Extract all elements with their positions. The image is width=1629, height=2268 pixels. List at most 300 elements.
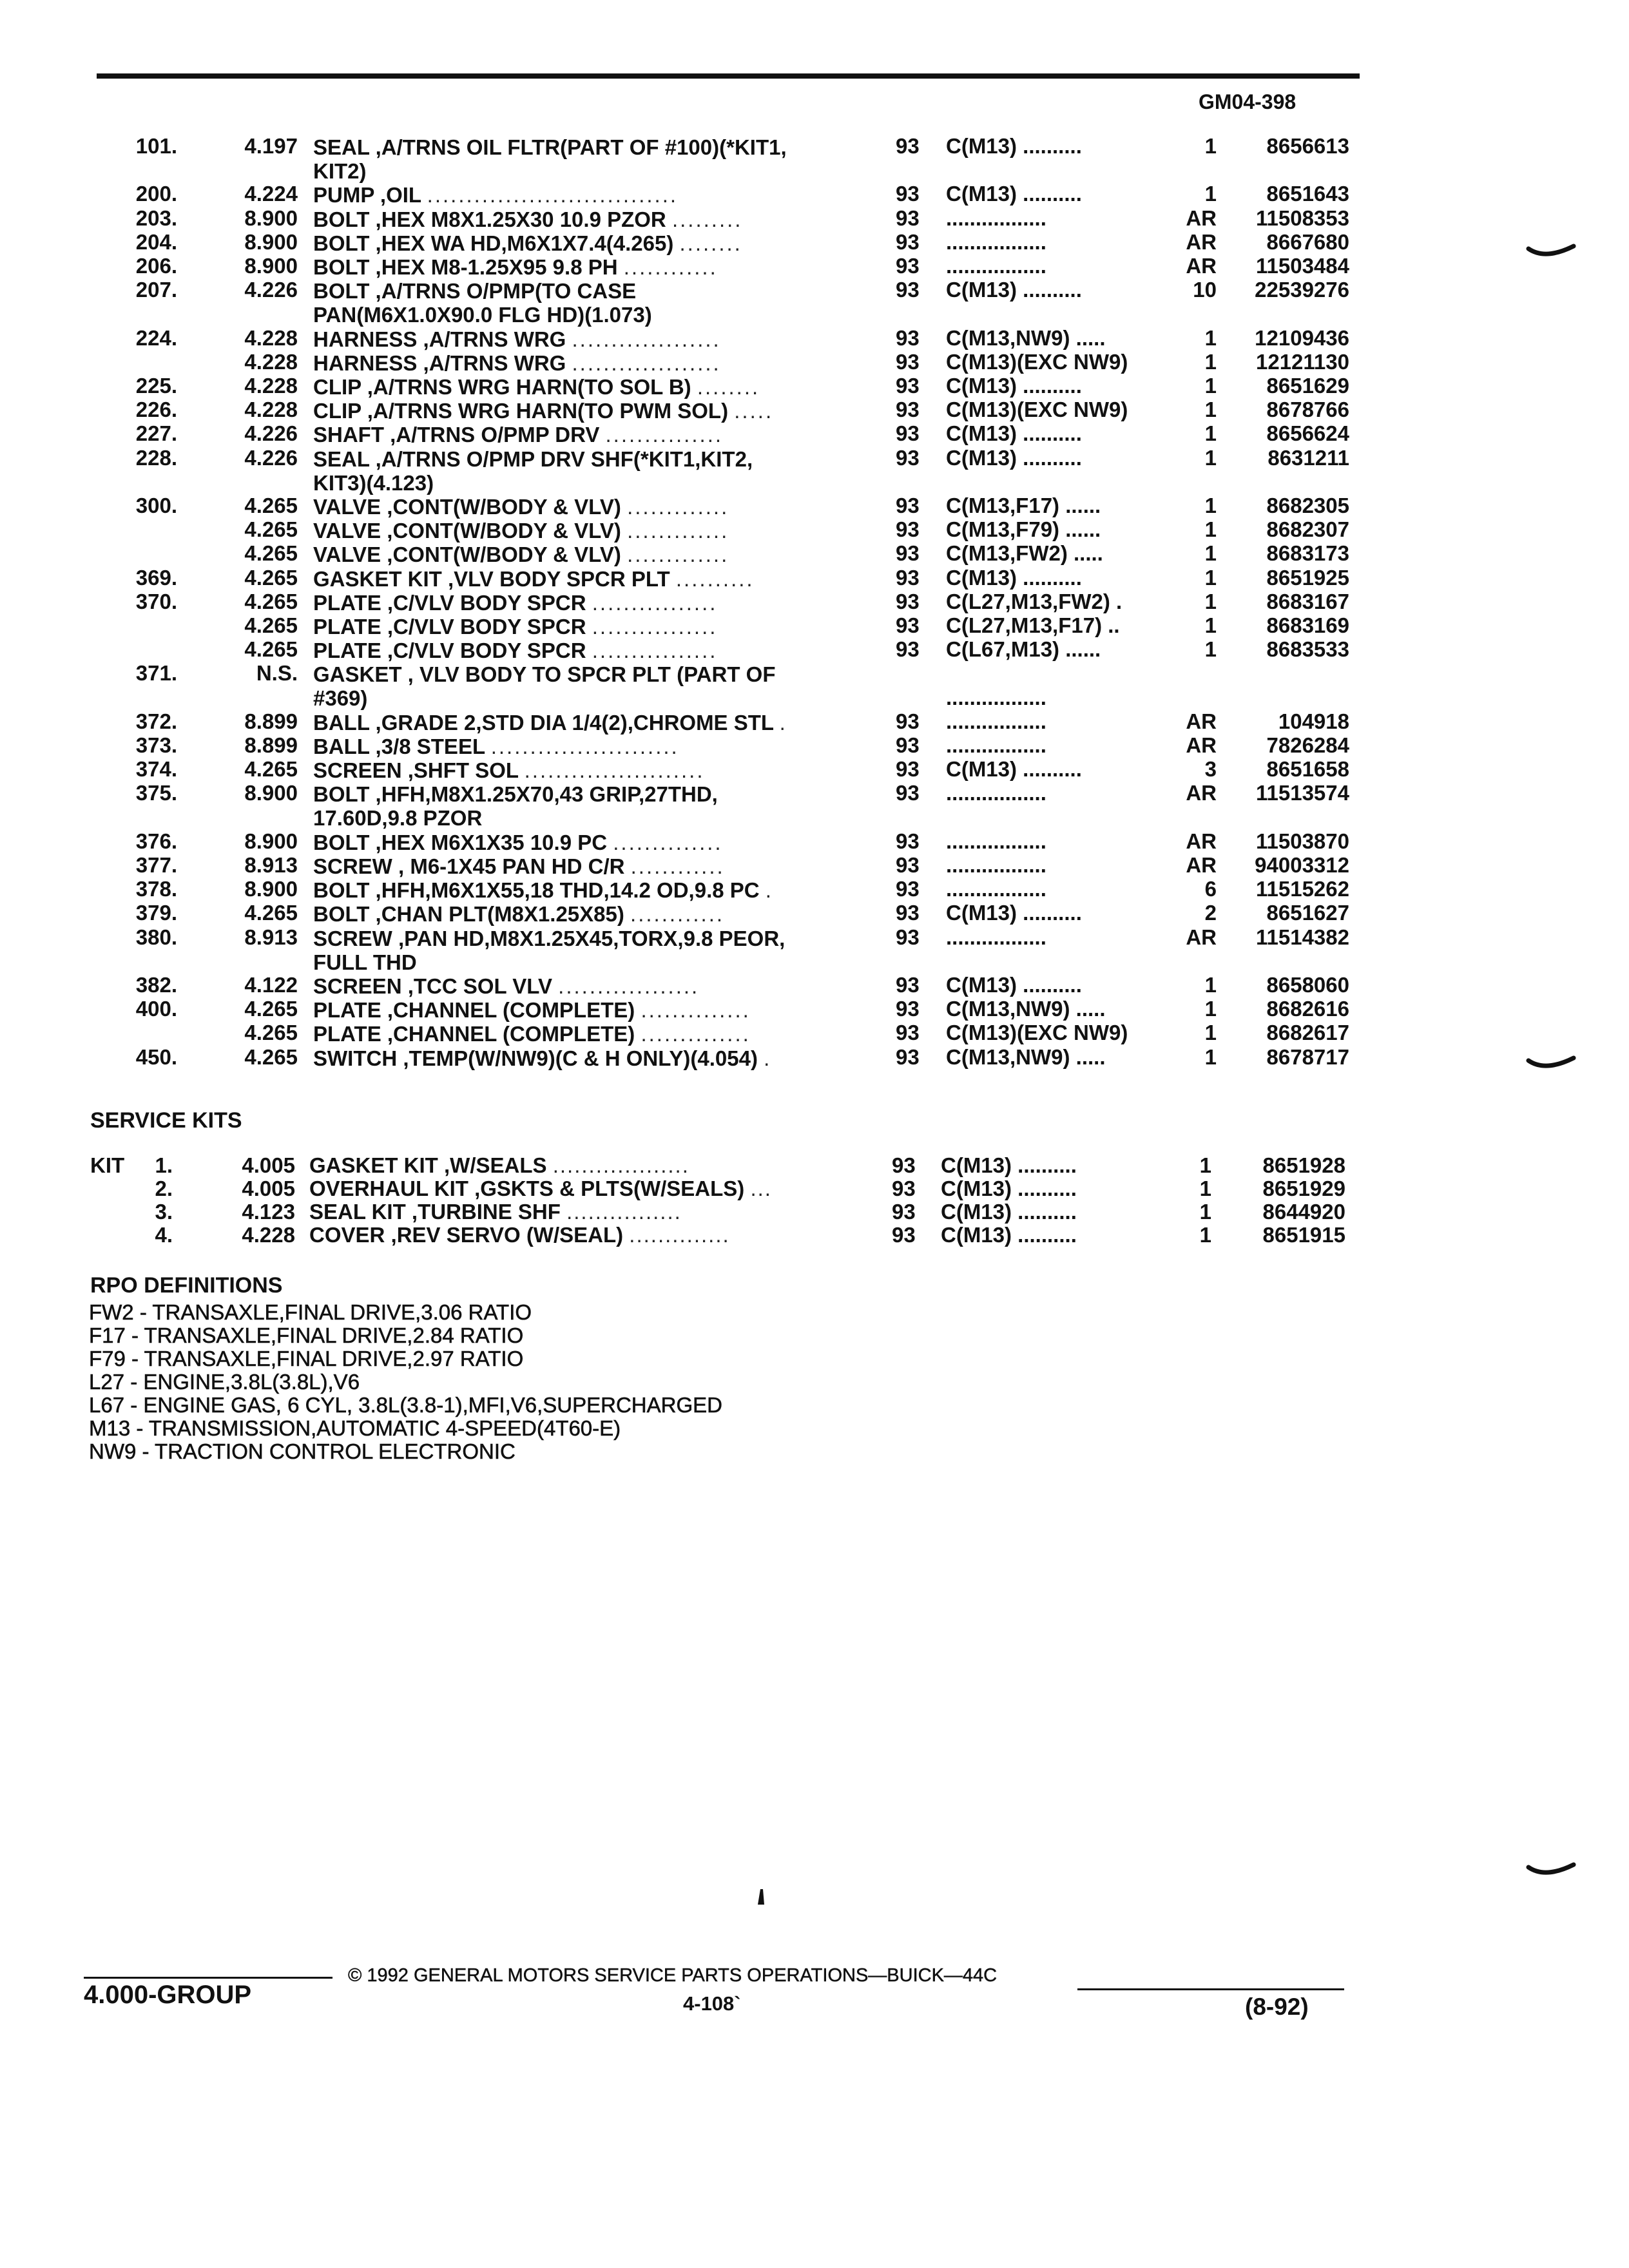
part-description-text: BOLT ,HEX M6X1X35 10.9 PC: [313, 830, 608, 854]
model-year: 93: [896, 925, 920, 949]
quantity: 3: [1204, 757, 1217, 782]
dot-leader: ..........: [675, 566, 755, 591]
parts-row: [0, 231, 1629, 255]
rpo-definition: F79 - TRANSAXLE,FINAL DRIVE,2.97 RATIO: [89, 1347, 524, 1370]
quantity: 6: [1204, 877, 1217, 901]
quantity: AR: [1186, 709, 1217, 733]
service-kit-row: [0, 1224, 1629, 1247]
part-description-text: GASKET KIT ,VLV BODY SPCR PLT: [313, 566, 670, 591]
group-number: 8.900: [244, 254, 298, 278]
model-year: 93: [896, 349, 920, 374]
part-description-text: SCREEN ,TCC SOL VLV: [313, 974, 552, 998]
footer-rule-right: [1077, 1988, 1344, 1990]
model-year: 93: [896, 709, 920, 733]
ref-number: 379.: [135, 901, 177, 925]
rpo-definition: L67 - ENGINE GAS, 6 CYL, 3.8L(3.8-1),MFI,V6,SUPERCHARGED: [89, 1393, 722, 1417]
group-number: 4.265: [244, 901, 298, 925]
service-kit-row: [0, 1155, 1629, 1178]
quantity: 1: [1204, 565, 1217, 590]
model-usage: C(M13,FW2) .....: [946, 541, 1103, 566]
part-description-text: BALL ,3/8 STEEL: [313, 735, 485, 758]
parts-row: [0, 735, 1629, 758]
dot-leader: ...................: [552, 1153, 689, 1177]
dot-leader: ............: [630, 902, 725, 927]
rpo-definition: M13 - TRANSMISSION,AUTOMATIC 4-SPEED(4T60-E): [89, 1416, 621, 1440]
kit-description-text: COVER ,REV SERVO (W/SEAL): [309, 1223, 624, 1247]
footer-rule-left: [84, 1977, 333, 1979]
group-number: 4.265: [244, 637, 298, 662]
parts-row: [0, 615, 1629, 639]
group-number: 4.265: [244, 613, 298, 637]
model-year: 93: [896, 757, 920, 782]
part-number: 7826284: [1266, 733, 1349, 757]
part-description-text: SHAFT ,A/TRNS O/PMP DRV: [313, 423, 600, 447]
parts-row: [0, 639, 1629, 662]
group-number: 4.005: [242, 1177, 295, 1200]
model-usage: C(L67,M13) ......: [946, 637, 1101, 662]
model-year: 93: [896, 637, 920, 662]
dot-leader: .: [779, 710, 787, 735]
quantity: 1: [1204, 494, 1217, 517]
quantity: 1: [1204, 374, 1217, 398]
margin-mark: [1526, 242, 1577, 268]
part-number: 8678717: [1266, 1044, 1349, 1069]
part-number: 8678766: [1266, 398, 1349, 422]
part-description: [313, 351, 842, 375]
part-description-text: BOLT ,CHAN PLT(M8X1.25X85): [313, 902, 624, 927]
part-description-text: PLATE ,CHANNEL (COMPLETE): [313, 1022, 635, 1046]
group-number: 4.265: [244, 997, 298, 1021]
quantity: 1: [1199, 1223, 1211, 1247]
ref-number: 372.: [135, 709, 177, 733]
group-number: 8.900: [244, 781, 298, 805]
part-description: SEAL ,A/TRNS O/PMP DRV SHF(*KIT1,KIT2, KIT3)(4.123): [313, 447, 753, 495]
group-number: 4.228: [244, 398, 298, 422]
part-number: 8683533: [1266, 637, 1349, 662]
dot-leader: ........................: [490, 735, 679, 758]
ref-number: 300.: [135, 494, 177, 517]
dot-leader: .......................: [524, 758, 705, 783]
part-description: [313, 758, 842, 782]
ref-number: 224.: [135, 325, 177, 350]
part-number: 8682616: [1266, 997, 1349, 1021]
quantity: 1: [1204, 445, 1217, 470]
part-number: 12109436: [1255, 325, 1349, 350]
model-year: 93: [896, 853, 920, 877]
model-usage: .................: [946, 685, 1046, 709]
part-number: 8651925: [1266, 565, 1349, 590]
group-number: 8.900: [244, 877, 298, 901]
model-usage: C(M13,F17) ......: [946, 494, 1101, 517]
part-description-text: SWITCH ,TEMP(W/NW9)(C & H ONLY)(4.054): [313, 1046, 758, 1070]
rpo-definition: F17 - TRANSAXLE,FINAL DRIVE,2.84 RATIO: [89, 1323, 524, 1347]
page-date: (8-92): [1245, 1994, 1309, 2020]
part-description-text: VALVE ,CONT(W/BODY & VLV): [313, 519, 621, 543]
parts-row: [0, 567, 1629, 591]
part-number: 8656624: [1266, 421, 1349, 446]
model-year: 93: [896, 781, 920, 805]
dot-leader: ................: [566, 1200, 682, 1224]
part-number: 11514382: [1255, 925, 1349, 949]
model-usage: .................: [946, 853, 1046, 877]
parts-row: [0, 854, 1629, 878]
ref-number: 378.: [135, 877, 177, 901]
model-usage: C(M13) ..........: [946, 421, 1082, 446]
quantity: 2: [1204, 901, 1217, 925]
quantity: AR: [1186, 733, 1217, 757]
model-usage: C(M13,NW9) .....: [946, 325, 1106, 350]
group-number: 4.265: [244, 517, 298, 542]
ref-number: 228.: [135, 445, 177, 470]
model-year: 93: [896, 901, 920, 925]
ref-number: 225.: [135, 374, 177, 398]
ref-number: 380.: [135, 925, 177, 949]
dot-leader: .: [764, 1046, 772, 1070]
quantity: 1: [1204, 134, 1217, 158]
ref-number: 227.: [135, 421, 177, 446]
quantity: AR: [1186, 254, 1217, 278]
part-description-text: BOLT ,HEX WA HD,M6X1X7.4(4.265): [313, 231, 674, 255]
document-id: GM04-398: [1199, 90, 1296, 113]
group-number: 8.913: [244, 853, 298, 877]
part-description: BOLT ,A/TRNS O/PMP(TO CASE PAN(M6X1.0X90.0 FLG HD)(1.073): [313, 279, 652, 327]
group-number: 4.226: [244, 421, 298, 446]
parts-row: [0, 255, 1629, 279]
parts-row: [0, 447, 1629, 495]
group-number: 4.122: [244, 973, 298, 997]
model-usage: C(M13,NW9) .....: [946, 997, 1106, 1021]
model-usage: C(M13,NW9) .....: [946, 1044, 1106, 1069]
part-description: [313, 902, 842, 926]
part-number: 8656613: [1266, 134, 1349, 158]
kit-number: 2.: [155, 1177, 173, 1200]
dot-leader: ..............: [641, 1022, 751, 1046]
dot-leader: ............: [623, 255, 718, 279]
quantity: 1: [1199, 1177, 1211, 1200]
model-usage: .................: [946, 781, 1046, 805]
parts-row: [0, 782, 1629, 830]
quantity: 1: [1204, 398, 1217, 422]
kit-number: 1.: [155, 1153, 173, 1177]
part-description: [313, 231, 842, 255]
group-number: 4.228: [244, 374, 298, 398]
quantity: 1: [1204, 421, 1217, 446]
part-number: 8631211: [1268, 445, 1349, 470]
part-description: [313, 327, 842, 351]
part-description: [313, 495, 842, 519]
model-year: 93: [896, 421, 920, 446]
part-description-text: PLATE ,C/VLV BODY SPCR: [313, 615, 586, 639]
part-description-text: PLATE ,CHANNEL (COMPLETE): [313, 998, 635, 1023]
ref-number: 371.: [135, 661, 177, 686]
parts-row: [0, 927, 1629, 974]
part-description: [313, 207, 842, 231]
kit-description: [309, 1155, 689, 1176]
service-kits-table: [0, 1155, 1629, 1247]
parts-row: [0, 183, 1629, 207]
model-usage: C(M13) ..........: [946, 901, 1082, 925]
part-description: [313, 878, 842, 902]
part-number: 104918: [1278, 709, 1349, 733]
dot-leader: ...: [750, 1177, 772, 1200]
parts-row: [0, 351, 1629, 375]
part-number: 8651915: [1262, 1223, 1345, 1247]
model-year: 93: [896, 541, 920, 566]
part-number: 8651643: [1266, 182, 1349, 206]
part-description-text: VALVE ,CONT(W/BODY & VLV): [313, 543, 621, 567]
quantity: 1: [1204, 541, 1217, 566]
parts-row: [0, 399, 1629, 423]
parts-row: [0, 711, 1629, 735]
part-description: [313, 399, 842, 423]
model-year: 93: [896, 589, 920, 613]
group-label: 4.000-GROUP: [84, 1981, 252, 2009]
model-usage: C(M13) ..........: [941, 1200, 1077, 1224]
parts-row: [0, 543, 1629, 566]
quantity: 1: [1204, 1021, 1217, 1045]
rpo-definition: FW2 - TRANSAXLE,FINAL DRIVE,3.06 RATIO: [89, 1300, 532, 1324]
quantity: 1: [1204, 182, 1217, 206]
part-description-text: BALL ,GRADE 2,STD DIA 1/4(2),CHROME STL: [313, 710, 774, 735]
part-description: [313, 854, 842, 878]
ref-number: 370.: [135, 589, 177, 613]
part-number: 8644920: [1262, 1200, 1345, 1224]
dot-leader: .: [765, 878, 773, 903]
model-usage: .................: [946, 925, 1046, 949]
model-year: 93: [896, 973, 920, 997]
part-description: [313, 423, 842, 447]
model-usage: C(M13) ..........: [946, 278, 1082, 302]
kit-description: [309, 1224, 730, 1245]
part-description-text: BOLT ,HEX M8X1.25X30 10.9 PZOR: [313, 207, 666, 231]
quantity: 1: [1204, 1044, 1217, 1069]
model-year: 93: [896, 445, 920, 470]
part-description-text: PLATE ,C/VLV BODY SPCR: [313, 590, 586, 615]
rpo-definition: NW9 - TRACTION CONTROL ELECTRONIC: [89, 1439, 516, 1463]
quantity: 1: [1204, 589, 1217, 613]
quantity: 1: [1204, 637, 1217, 662]
part-description: [313, 639, 842, 662]
part-description: [313, 1046, 842, 1070]
ref-number: 377.: [135, 853, 177, 877]
group-number: 8.900: [244, 229, 298, 254]
part-description-text: CLIP ,A/TRNS WRG HARN(TO PWM SOL): [313, 399, 729, 423]
group-number: 4.224: [244, 182, 298, 206]
part-number: 8651929: [1262, 1177, 1345, 1200]
model-usage: .................: [946, 206, 1046, 230]
quantity: AR: [1186, 925, 1217, 949]
part-description-text: BOLT ,HFH,M6X1X55,18 THD,14.2 OD,9.8 PC: [313, 878, 760, 903]
group-number: 4.005: [242, 1153, 295, 1177]
ref-number: 450.: [135, 1044, 177, 1069]
group-number: N.S.: [256, 661, 298, 686]
model-usage: C(M13) ..........: [941, 1153, 1077, 1177]
model-year: 93: [896, 134, 920, 158]
part-number: 22539276: [1255, 278, 1349, 302]
part-number: 12121130: [1255, 349, 1349, 374]
parts-row: [0, 1046, 1629, 1070]
group-number: 4.226: [244, 445, 298, 470]
dot-leader: ........: [679, 231, 742, 255]
part-description: [313, 375, 842, 399]
dot-leader: .............: [627, 495, 729, 519]
part-description: [313, 543, 842, 566]
kit-number: 3.: [155, 1200, 173, 1224]
group-number: 4.265: [244, 1021, 298, 1045]
parts-row: [0, 831, 1629, 854]
part-number: 11513574: [1255, 781, 1349, 805]
part-description-text: PUMP ,OIL: [313, 183, 421, 207]
quantity: 1: [1204, 325, 1217, 350]
quantity: AR: [1186, 829, 1217, 853]
model-year: 93: [896, 229, 920, 254]
model-usage: .................: [946, 229, 1046, 254]
model-usage: C(M13)(EXC NW9): [946, 1021, 1128, 1045]
model-year: 93: [896, 206, 920, 230]
model-year: 93: [896, 1021, 920, 1045]
kit-number: 4.: [155, 1223, 173, 1247]
dot-leader: .............: [627, 519, 729, 543]
rpo-definition: L27 - ENGINE,3.8L(3.8L),V6: [89, 1370, 360, 1394]
ref-number: 101.: [135, 134, 177, 158]
parts-row: [0, 495, 1629, 519]
model-year: 93: [896, 398, 920, 422]
group-number: 4.197: [244, 134, 298, 158]
dot-leader: ...................: [572, 327, 721, 351]
group-number: 4.265: [244, 1044, 298, 1069]
dot-leader: ................: [592, 639, 718, 663]
part-description: SCREW ,PAN HD,M8X1.25X45,TORX,9.8 PEOR, FULL THD: [313, 926, 786, 974]
margin-mark: [1526, 1861, 1577, 1887]
model-year: 93: [896, 565, 920, 590]
model-usage: .................: [946, 829, 1046, 853]
quantity: 1: [1199, 1153, 1211, 1177]
parts-row: [0, 1022, 1629, 1046]
page-number: 4-108`: [683, 1992, 741, 2015]
group-number: 8.899: [244, 733, 298, 757]
part-description: [313, 567, 842, 591]
part-description: [313, 615, 842, 639]
model-year: 93: [896, 182, 920, 206]
model-usage: C(M13) ..........: [946, 374, 1082, 398]
model-year: 93: [892, 1153, 916, 1177]
model-year: 93: [896, 517, 920, 542]
part-description: [313, 998, 842, 1022]
ref-number: 369.: [135, 565, 177, 590]
dot-leader: .....: [734, 399, 774, 423]
group-number: 4.123: [242, 1200, 295, 1224]
model-year: 93: [892, 1177, 916, 1200]
part-number: 8682307: [1266, 517, 1349, 542]
part-description-text: HARNESS ,A/TRNS WRG: [313, 351, 566, 375]
parts-row: [0, 998, 1629, 1022]
quantity: AR: [1186, 781, 1217, 805]
dot-leader: ................: [592, 615, 718, 639]
model-year: 93: [896, 254, 920, 278]
dot-leader: ............: [630, 854, 725, 878]
margin-mark: [1526, 1054, 1577, 1080]
model-year: 93: [896, 877, 920, 901]
dot-leader: ........: [697, 375, 760, 399]
ref-number: 400.: [135, 997, 177, 1021]
parts-row: [0, 591, 1629, 615]
model-year: 93: [896, 613, 920, 637]
part-description: [313, 591, 842, 615]
part-description: [313, 519, 842, 543]
part-description: SEAL ,A/TRNS OIL FLTR(PART OF #100)(*KIT1, KIT2): [313, 135, 787, 183]
ref-number: 204.: [135, 229, 177, 254]
part-number: 8658060: [1266, 973, 1349, 997]
parts-row: [0, 423, 1629, 447]
quantity: 1: [1199, 1200, 1211, 1224]
ref-number: 373.: [135, 733, 177, 757]
model-year: 93: [896, 997, 920, 1021]
kit-description-text: SEAL KIT ,TURBINE SHF: [309, 1200, 561, 1224]
part-number: 11508353: [1255, 206, 1349, 230]
group-number: 4.228: [242, 1223, 295, 1247]
parts-row: [0, 327, 1629, 351]
dot-leader: .............: [627, 543, 729, 567]
dot-leader: .........: [671, 207, 743, 231]
model-year: 93: [896, 374, 920, 398]
kit-description-text: GASKET KIT ,W/SEALS: [309, 1153, 547, 1177]
model-usage: C(M13) ..........: [941, 1223, 1077, 1247]
model-usage: .................: [946, 877, 1046, 901]
parts-row: [0, 519, 1629, 543]
group-number: 8.913: [244, 925, 298, 949]
dot-leader: ..................: [558, 974, 700, 998]
group-number: 4.265: [244, 541, 298, 566]
ref-number: 374.: [135, 757, 177, 782]
parts-row: [0, 662, 1629, 710]
ref-number: 200.: [135, 182, 177, 206]
group-number: 4.265: [244, 757, 298, 782]
part-number: 11503484: [1255, 254, 1349, 278]
group-number: 8.899: [244, 709, 298, 733]
part-description: [313, 974, 842, 998]
model-usage: C(M13)(EXC NW9): [946, 349, 1128, 374]
model-usage: C(L27,M13,FW2) .: [946, 589, 1123, 613]
part-number: 11503870: [1255, 829, 1349, 853]
dot-leader: ...................: [572, 351, 721, 375]
parts-row: [0, 279, 1629, 327]
model-usage: C(M13,F79) ......: [946, 517, 1101, 542]
ref-number: 376.: [135, 829, 177, 853]
model-usage: C(M13)(EXC NW9): [946, 398, 1128, 422]
part-number: 8651658: [1266, 757, 1349, 782]
quantity: 1: [1204, 517, 1217, 542]
model-year: 93: [896, 325, 920, 350]
kit-label: KIT: [90, 1153, 125, 1177]
part-description-text: BOLT ,HEX M8-1.25X95 9.8 PH: [313, 255, 618, 279]
parts-row: [0, 135, 1629, 183]
part-number: 11515262: [1255, 877, 1349, 901]
group-number: 8.900: [244, 829, 298, 853]
group-number: 4.265: [244, 494, 298, 517]
part-number: 8682617: [1266, 1021, 1349, 1045]
rpo-definitions-list: [89, 1302, 722, 1464]
part-description-text: SCREEN ,SHFT SOL: [313, 758, 519, 783]
model-year: 93: [896, 278, 920, 302]
group-number: 4.228: [244, 325, 298, 350]
part-description-text: SCREW , M6-1X45 PAN HD C/R: [313, 854, 625, 878]
group-number: 8.900: [244, 206, 298, 230]
part-number: 8683173: [1266, 541, 1349, 566]
ref-number: 207.: [135, 278, 177, 302]
part-description-text: VALVE ,CONT(W/BODY & VLV): [313, 495, 621, 519]
model-usage: C(M13) ..........: [946, 565, 1082, 590]
model-year: 93: [892, 1223, 916, 1247]
